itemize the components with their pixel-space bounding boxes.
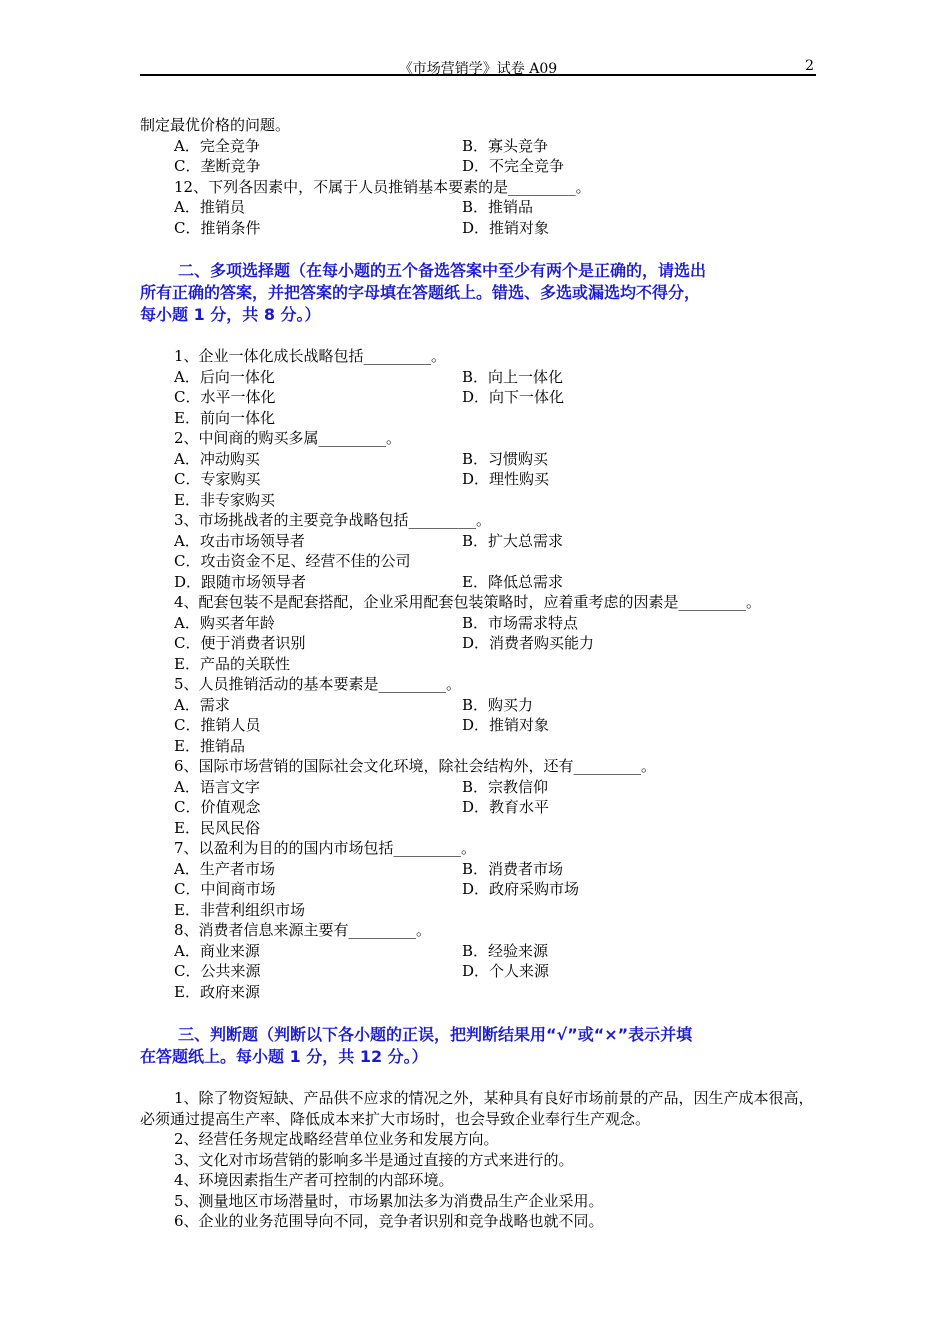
option-c: C．专家购买 (174, 470, 261, 488)
q12-options-row2 (140, 218, 816, 239)
option-b: B．消费者市场 (462, 859, 564, 878)
option-d: D．理性购买 (462, 470, 550, 488)
options-row (140, 961, 816, 982)
option-c: C．价值观念 (174, 798, 261, 816)
header-title: 《市场营销学》试卷 A09 (398, 61, 558, 77)
option-e: E．推销品 (174, 736, 245, 755)
options-row (140, 982, 816, 1003)
option-d: D．跟随市场领导者 (174, 572, 307, 591)
options-row (140, 941, 816, 962)
option-a: A．商业来源 (174, 941, 260, 960)
option-e: E．非营利组织市场 (174, 900, 305, 919)
option-c: C．推销条件 (174, 218, 261, 237)
section2-heading-line1: 二、多项选择题（在每小题的五个备选答案中至少有两个是正确的，请选出 (178, 261, 707, 280)
option-b: B．向上一体化 (462, 367, 564, 386)
options-row (140, 387, 816, 408)
option-a: A．需求 (174, 695, 230, 714)
option-b: B．市场需求特点 (462, 613, 579, 632)
option-a: A．推销员 (174, 198, 245, 216)
options-row (140, 736, 816, 757)
option-b: B．习惯购买 (462, 449, 549, 468)
question-stem: 5、人员推销活动的基本要素是_________。 (174, 675, 462, 693)
options-row (140, 654, 816, 675)
option-a: A．攻击市场领导者 (174, 531, 305, 550)
options-row (140, 633, 816, 654)
option-b: B．经验来源 (462, 941, 549, 960)
options-row (140, 777, 816, 798)
judgment-item: 5、测量地区市场潜量时，市场累加法多为消费品生产企业采用。 (174, 1191, 604, 1210)
q11-tail-text: 制定最优价格的问题。 (140, 116, 291, 134)
judgment-item: 1、除了物资短缺、产品供不应求的情况之外，某种具有良好市场前景的产品，因生产成本很高，必须通过提高生产率、降低成本来扩大市场时，也会导致企业奉行生产观念。 (140, 1089, 814, 1128)
section3-heading-line2: 在答题纸上。每小题 1 分，共 12 分。） (140, 1047, 428, 1066)
q12-stem: 12、下列各因素中，不属于人员推销基本要素的是_________。 (174, 177, 591, 196)
page-number: 2 (805, 58, 814, 74)
option-e: E．前向一体化 (174, 408, 275, 427)
q11-options-row1 (140, 136, 816, 157)
options-row (140, 879, 816, 900)
options-row (140, 551, 816, 572)
q11-options-row2 (140, 156, 816, 177)
exam-page (140, 54, 816, 1232)
section2-heading-line3: 每小题 1 分，共 8 分。） (140, 305, 321, 324)
option-b: B．购买力 (462, 695, 534, 714)
section3-items (140, 1088, 816, 1232)
question-stem: 2、中间商的购买多属_________。 (174, 429, 402, 447)
option-d: D．推销对象 (462, 716, 550, 734)
question-stem: 3、市场挑战者的主要竞争战略包括_________。 (174, 511, 492, 529)
options-row (140, 469, 816, 490)
option-c: C．中间商市场 (174, 880, 276, 898)
option-d: D．推销对象 (462, 218, 550, 237)
option-c: C．公共来源 (174, 962, 261, 980)
option-b: B．寡头竞争 (462, 136, 549, 155)
section3-heading (140, 1024, 816, 1068)
judgment-item: 4、环境因素指生产者可控制的内部环境。 (174, 1171, 454, 1189)
options-row (140, 449, 816, 470)
options-row (140, 859, 816, 880)
options-row (140, 572, 816, 593)
option-c: C．垄断竞争 (174, 157, 261, 175)
option-a: A．购买者年龄 (174, 613, 275, 632)
options-row (140, 818, 816, 839)
option-a: A．生产者市场 (174, 859, 275, 878)
option-e: E．降低总需求 (462, 572, 563, 591)
option-d: D．个人来源 (462, 962, 550, 980)
option-e: E．非专家购买 (174, 490, 275, 509)
option-c: C．便于消费者识别 (174, 634, 306, 652)
option-c: C．推销人员 (174, 716, 261, 734)
option-a: A．语言文字 (174, 777, 260, 796)
question-stem: 1、企业一体化成长战略包括_________。 (174, 347, 447, 365)
option-e: E．产品的关联性 (174, 654, 290, 673)
options-row (140, 367, 816, 388)
option-c: C．攻击资金不足、经营不佳的公司 (174, 552, 411, 570)
section2-questions (140, 346, 816, 1002)
option-a: A．完全竞争 (174, 136, 260, 155)
question-stem: 7、以盈利为目的的国内市场包括_________。 (174, 839, 477, 857)
section2-heading-line2: 所有正确的答案，并把答案的字母填在答题纸上。错选、多选或漏选均不得分， (140, 283, 701, 302)
option-a: A．冲动购买 (174, 449, 260, 468)
option-d: D．政府采购市场 (462, 880, 580, 898)
options-row (140, 613, 816, 634)
options-row (140, 531, 816, 552)
header-rule (140, 74, 816, 76)
option-b: B．推销品 (462, 198, 534, 216)
question-stem: 4、配套包装不是配套搭配，企业采用配套包装策略时，应着重考虑的因素是_________。 (174, 593, 762, 611)
judgment-item: 2、经营任务规定战略经营单位业务和发展方向。 (174, 1130, 499, 1148)
option-d: D．消费者购买能力 (462, 634, 595, 652)
judgment-item: 6、企业的业务范围导向不同，竞争者识别和竞争战略也就不同。 (174, 1212, 604, 1230)
question-stem: 8、消费者信息来源主要有_________。 (174, 921, 432, 939)
options-row (140, 797, 816, 818)
q12-options-row1 (140, 197, 816, 218)
options-row (140, 900, 816, 921)
option-d: D．不完全竞争 (462, 157, 565, 175)
option-a: A．后向一体化 (174, 367, 275, 386)
judgment-item: 3、文化对市场营销的影响多半是通过直接的方式来进行的。 (174, 1150, 574, 1169)
section3-heading-line1: 三、判断题（判断以下各小题的正误，把判断结果用“√”或“×”表示并填 (178, 1025, 693, 1044)
options-row (140, 695, 816, 716)
option-c: C．水平一体化 (174, 388, 276, 406)
options-row (140, 490, 816, 511)
page-header (140, 54, 816, 76)
question-stem: 6、国际市场营销的国际社会文化环境，除社会结构外，还有_________。 (174, 757, 657, 775)
option-e: E．政府来源 (174, 982, 260, 1001)
option-b: B．扩大总需求 (462, 531, 564, 550)
options-row (140, 715, 816, 736)
option-d: D．向下一体化 (462, 388, 565, 406)
option-b: B．宗教信仰 (462, 777, 549, 796)
option-e: E．民风民俗 (174, 818, 260, 837)
options-row (140, 408, 816, 429)
section2-heading (140, 260, 816, 326)
option-d: D．教育水平 (462, 798, 550, 816)
